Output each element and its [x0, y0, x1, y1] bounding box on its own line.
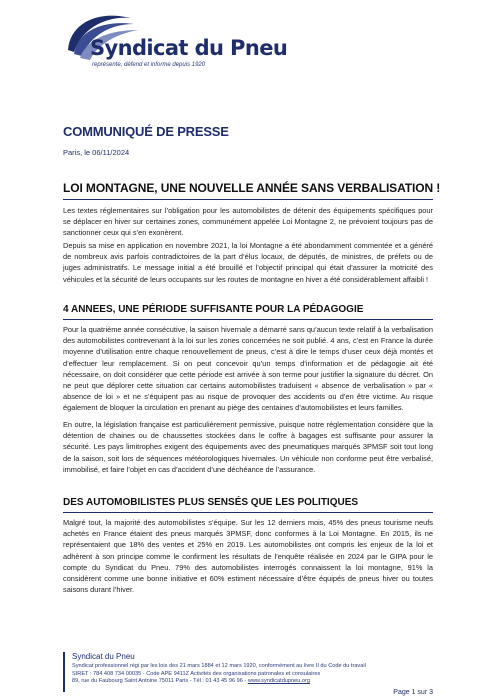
footer-legal-line: Syndicat professionnel régi par les lois des 21 mars 1884 et 12 mars 1920, conformément au livre II du Code du travail: [72, 663, 366, 669]
headline: LOI MONTAGNE, UNE NOUVELLE ANNÉE SANS VERBALISATION !: [63, 181, 441, 195]
section-heading-pedagogie: 4 ANNEES, UNE PÉRIODE SUFFISANTE POUR LA PÉDAGOGIE: [63, 304, 364, 315]
footer: [72, 652, 366, 686]
section-rule-2: [63, 512, 433, 513]
syndicat-logo: [60, 8, 288, 78]
section-heading-automobilistes: DES AUTOMOBILISTES PLUS SENSÉS QUE LES POLITIQUES: [63, 497, 359, 508]
footer-address-line: [72, 678, 366, 686]
footer-accent-bar: [63, 652, 65, 692]
footer-website-link[interactable]: www.syndicatdupneu.org: [247, 678, 311, 685]
section-rule-1: [63, 319, 433, 320]
section2-paragraph-1: Malgré tout, la majorité des automobilistes s’équipe. Sur les 12 derniers mois, 45% des pneus tourisme neufs achetés en France étaient des pneus marqués 3PMSF, donc conformes à la Loi Montagne. En 2015, ils ne représentaient que 18% des ventes et 25% en 2019. Les automobilistes ont compris les enjeux de la loi et adhèrent à son principe comme le confirment les résultats de l’enquête réalisée en 2024 par le GIPA pour le compte du Syndicat du Pneu. 79% des automobilistes interrogés connaissent la loi montagne, 91% la considèrent comme une bonne initiative et 60% estiment nécessaire d’être équipés de pneus hiver ou toutes saisons durant l’hiver.: [63, 518, 433, 595]
footer-siret-line: SIRET : 784 408 734 00035 - Code APE 9411Z Activités des organisations patronales et consulaires: [72, 670, 321, 677]
intro-paragraph-1: Les textes réglementaires sur l’obligation pour les automobilistes de détenir des équipements spécifiques pour se déplacer en hiver sur certaines zones, communément appelée Loi Montagne 2, ne prévoient toujours pas de sanctionner ceux qui s’en exonèrent.: [63, 206, 433, 238]
press-release-title: COMMUNIQUÉ DE PRESSE: [63, 124, 229, 139]
page-number: Page 1 sur 3: [393, 689, 433, 696]
headline-rule: [63, 199, 433, 200]
footer-address: 89, rue du Faubourg Saint Antoine 75011 Paris - Tél : 01 43 45 96 96 -: [72, 678, 248, 685]
section1-paragraph-2: En outre, la législation française est particulièrement permissive, puisque notre réglementation considère que la détention de chaines ou de chaussettes stockées dans le coffre à bagages est suffisante pour assurer la sécurité. Les pays limitrophes exigent des équipements avec des pneumatiques marqués 3PMSF soit tout long de la saison, soit lors de séquences météorologiques hivernales. Un véhicule non conforme peut être verbalisé, immobilisé, et faire l’objet en cas d’accident d’une déchéance de l’assurance.: [63, 420, 433, 474]
footer-org-name: Syndicat du Pneu: [72, 652, 135, 661]
logo-tagline: représente, défend et informe depuis 1920: [92, 62, 206, 68]
section1-paragraph-1: Pour la quatrième année consécutive, la saison hivernale a démarré sans qu’aucun texte relatif à la verbalisation des automobilistes contrevenant à la loi sur les zones concernées ne soit publié. 4 ans, c’est en France la durée moyenne d’utilisation entre chaque renouvellement de pneus, c’est à dire le temps d’user ceux déjà montés et d’effectuer leur remplacement. Si on peut concevoir qu’un temps d’information et de pédagogie ait été nécessaire, on doit considérer que cette période est arrivée à son terme pour justifier la signature du décret. On ne peut que déplorer cette situation car certains automobilistes traduisent « absence de verbalisation » par « absence de loi » et ne s’équipent pas au risque de provoquer des accidents ou d’en être victime. Au risque également de bloquer la circulation en prenant au piège des centaines d’automobilistes et leurs familles.: [63, 325, 433, 413]
intro-paragraph-2: Depuis sa mise en application en novembre 2021, la loi Montagne a été abondamment commentée et a généré de nombreux avis parfois contradictoires de la part d’élus locaux, de députés, de ministres, de préfets ou de juges administratifs. Le message initial a été brouillé et l’objectif principal qui était d’assurer la motricité des véhicules et la sécurité de leurs occupants sur les routes de montagne en hiver a été considérablement affaibli !: [63, 241, 433, 284]
press-release-date: Paris, le 06/11/2024: [63, 148, 130, 157]
logo-wordmark: Syndicat du Pneu: [90, 36, 288, 60]
